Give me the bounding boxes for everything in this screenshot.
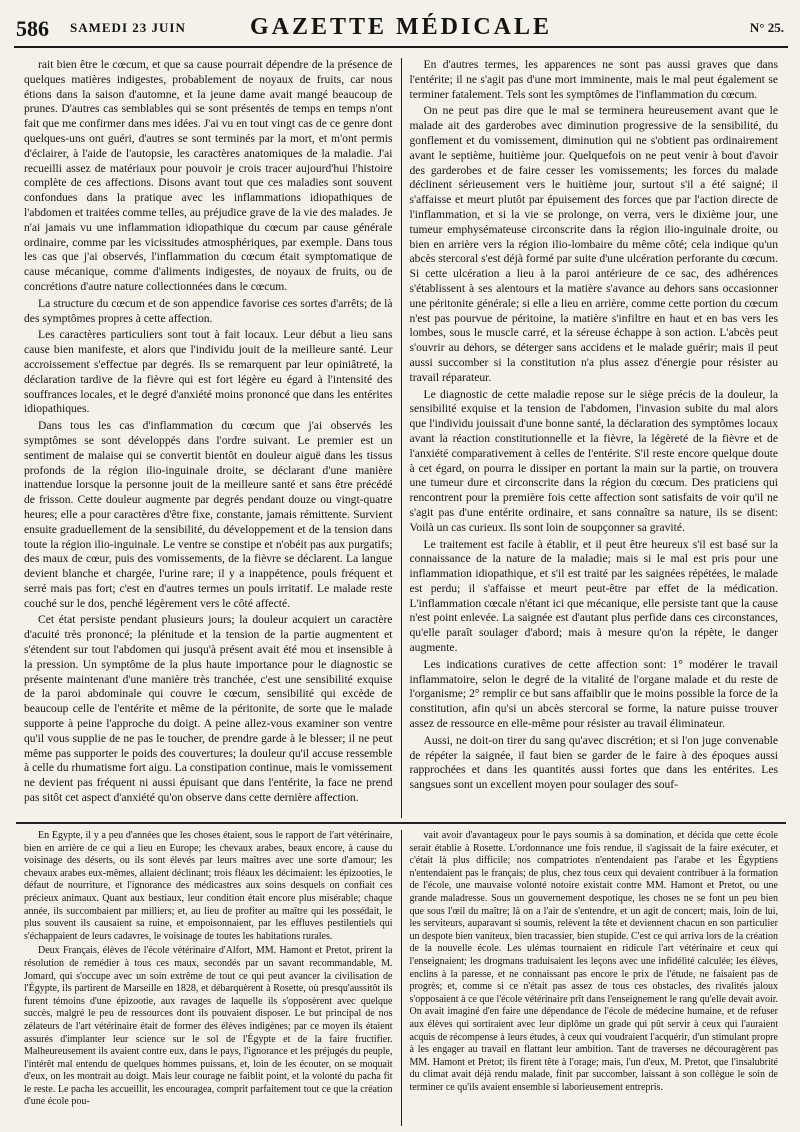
- article-upper: [16, 58, 786, 818]
- article-lower: [16, 830, 786, 1126]
- upper-left-column: [16, 58, 401, 818]
- lower-right-column: [402, 830, 787, 1126]
- lower-left-column: [16, 830, 401, 1126]
- paragraph: En d'autres termes, les apparences ne sont pas aussi graves que dans l'entérite; il ne s'agit pas d'une mort imminente, mais le mal peut également se terminer fatalement. Tels sont les symptômes de l'inflammation du cœcum.: [409, 58, 778, 101]
- paragraph: Le traitement est facile à établir, et il peut être heureux s'il est basé sur la connaissance de la nature de la maladie; mais si le mal est pris pour une inflammation idiopathique, et s'il est traité par les saignées répétées, le malade est perdu; il s'affaisse et meurt peut-être par effet de la médication. L'inflammation cœcale n'étant ici que mécanique, elle persiste tant que la cause n'est point enlevée. La saignée est d'autant plus perfide dans ces circonstances, qu'elle paraît soulager d'abord; mais à mesure qu'on la répète, le danger augmente.: [409, 537, 778, 655]
- paragraph: vait avoir d'avantageux pour le pays soumis à sa domination, et décida que cette école serait établie à Rosette. L'ordonnance une fois rendue, il s'agissait de la faire exécuter, et c'était là plus difficile; nos compatriotes n'entendaient pas l'arabe et les Égyptiens n'entendaient pas le français; de plus, chez tous ceux qui devaient contribuer à la formation de l'école, une mauvaise volonté notoire existait contre MM. Hamont et Pretot, ou une grande maladresse. Sous un gouvernement despotique, les choses ne se font un peu bien que sous l'œil du maître; là on a l'air de s'entendre, et un agit de concert; mais, loin de lui, les serviteurs, auparavant si soumis, relèvent la tête et deviennent chacun en son particulier un despote bien vaniteux, bien tracassier, bien stupide. C'est ce qui arriva lors de la création de la nouvelle école. Les ulémas tournaient en ridicule l'art vétérinaire et ceux qui l'enseignaient; les drogmans traduisaient les leçons avec une infidélité calculée; les élèves, enclins à la paresse, et ne connaissant pas encore le prix de l'étude, ne faisaient pas de progrès; et, comme si ce n'était pas assez de tous ces obstacles, des rivalités jaloux s'opposaient à ce que l'école vétérinaire prît dans l'enseignement le rang qu'elle devait avoir. On avait imaginé d'en faire une dépendance de l'école de médecine humaine, et de refuser aux élèves qui sortiraient avec leur diplôme un grade qui pût servir à ceux qui l'auraient acquis de récompense à leurs études, à ceux qui voudraient l'acquérir, d'un stimulant propre à les engager au travail en flattant leur ambition. Tant de traverses ne découragèrent pas MM. Hamont et Pretot; ils firent tête à l'orage; mais, l'un d'eux, M. Pretot, que l'insalubrité du climat avait déjà rendu malade, finit par succomber, laissant à son collègue le soin de terminer ce qu'ils avaient ensemble si laborieusement entrepris.: [409, 830, 778, 1093]
- paragraph: Les indications curatives de cette affection sont: 1° modérer le travail inflammatoire, selon le degré de la vitalité de l'organe malade et du reste de l'organisme; 2° remplir ce but sans affaiblir que le moins possible la force de la constitution, afin qu'si un abcès stercoral se forme, la nature puisse trouver assez de ressource en elle-même pour résister au travail éliminateur.: [409, 657, 778, 731]
- page-title: GAZETTE MÉDICALE: [249, 14, 553, 40]
- paragraph: Cet état persiste pendant plusieurs jours; la douleur acquiert un caractère d'acuité très prononcé; la plénitude et la tension de la partie augmentent et s'étendent sur tout l'abdomen qui jusqu'à présent avait été mou et insensible à la pression. Un symptôme de la plus haute importance pour le diagnostic se présente maintenant d'une manière très tranchée, c'est une sensibilité exquise de la paroi abdominale qui couvre le cœcum, sensibilité qui excède de beaucoup celle de l'entérite et même de la péritonite, de sorte que le malade supporte à peine l'approche du doigt. A peine allez-vous examiner son ventre qu'il vous supplie de ne pas le toucher, de prendre garde à le blesser; il ne peut même pas supporter le poids des couvertures; la douleur qu'il accuse ressemble à celle du rhumatisme fort aigu. La constipation continue, mais le vomissement ne devient pas fréquent ni aussi épuisant que dans l'entérite, la face ne prend pas sitôt cet aspect d'anxiété qu'on observe dans cette dernière affection.: [24, 613, 393, 805]
- issue-number: N° 25.: [749, 20, 784, 35]
- page-header: [14, 14, 788, 48]
- paragraph: Aussi, ne doit-on tirer du sang qu'avec discrétion; et si l'on juge convenable de répéter la saignée, il faut bien se garder de le faire à des époques aussi rapprochées et dans les quantités aussi fortes que dans les entérites. Les sangsues sont un excellent moyen pour soulager des souf-: [409, 733, 778, 792]
- page-number: 586: [16, 16, 49, 41]
- upper-right-column: [402, 58, 787, 818]
- section-rule: [16, 822, 786, 824]
- issue-date: SAMEDI 23 JUIN: [70, 20, 186, 35]
- paragraph: Les caractères particuliers sont tout à fait locaux. Leur début a lieu sans cause bien manifeste, et alors que l'individu jouit de la meilleure santé. Leur accroissement s'effectue par degrés. Ils se remarquent par leur opiniâtreté, la déclaration tardive de la fièvre qui est fort légère eu égard à l'intensité des souffrances locales, et le degré d'anxiété moins prononcé que dans les entérites idiopathiques.: [24, 328, 393, 416]
- paragraph: En Égypte, il y a peu d'années que les choses étaient, sous le rapport de l'art vétérinaire, bien en arrière de ce qui a lieu en Europe; les chevaux arabes, beaux encore, à cause du voisinage des déserts, ou ils sont élevés par leurs maîtres avec une sorte d'amour; les chevaux arabes eux-mêmes, allaient déclinant; trois fléaux les décimaient: les épizooties, le défaut de nourriture, et l'ignorance des médicastres aux soins desquels on confiait ces précieux animaux. Quant aux bestiaux, leur condition était encore plus misérable; chaque année, ils succombaient par milliers; et, au lieu de profiter au maître qui les possédait, le plus souvent ils causaient sa ruine, et empoisonnaient, par les effluves pestilentiels qui s'échappaient de leurs cadavres, le voisinage de toutes les habitations rurales.: [24, 830, 393, 942]
- paragraph: Dans tous les cas d'inflammation du cœcum que j'ai observés les symptômes se sont développés dans l'ordre suivant. Le premier est un sentiment de malaise qui se convertit bientôt en douleur aiguë dans les tissus profonds de la région ilio-inguinale droite, se déclarant d'une manière inattendue lorsque la personne jouit de la meilleure santé et sans être précédé de frisson. Cette douleur augmente par degrés pendant douze ou vingt-quatre heures; elle a pour caractères d'être fixe, constante, jamais rémittente. Survient ensuite graduellement de la sensibilité, du développement et de la tension dans toute la région ilio-inguinale. Le ventre se constipe et n'obéit pas aux purgatifs; des maux de cœur, puis des vomissements, de la fièvre se déclarent. La langue devient blanche et chargée, l'urine rare; il y a inappétence, pouls fréquent et serré mais pas fort; c'est en d'autres termes un pouls irritatif. Le malade reste couché sur le dos, penché légèrement vers le côté affecté.: [24, 419, 393, 610]
- paragraph: On ne peut pas dire que le mal se terminera heureusement avant que le malade ait des garderobes avec diminution progressive de la sensibilité, du gonflement et du vomissement, diminution qui ne s'obtient pas ordinairement avant le septième, huitième jour. Quelquefois on ne peut venir à bout d'avoir des garderobes et de faire cesser les vomissements; les forces du malade déclinent sérieusement vers le huitième jour, surtout s'il a été saigné; il s'affaisse et meurt plutôt par épuisement des forces que par l'action directe de l'inflammation, et si la vie se prolonge, on verra, vers le dixième jour, une tumeur emphysémateuse circonscrite dans la région ilio-inguinale droite, ou bien en arrière vers la région ilio-lombaire du même côté; cela indique qu'un abcès stercoral s'est déjà formé par suite d'une ulcération perforante du cœcum. Si cette ulcération a lieu à la paroi antérieure de ce sac, des adhérences s'établissent à ses alentours et la matière s'avance au dehors sans occasionner une péritonite générale; si elle a lieu en arrière, comme cette portion du cœcum n'est pas pourvue de péritoine, la matière s'infiltre en haut et en bas vers les lombes, sous le muscle carré, et la séreuse échappe à son action. L'abcès peut s'ouvrir au dehors, se déterger sans accidens et le malade guérir; mais il peut aussi succomber si la constitution n'a plus assez d'énergie pour résister au travail réparateur.: [409, 104, 778, 384]
- paragraph: rait bien être le cœcum, et que sa cause pourrait dépendre de la présence de quelques matières indigestes, probablement de noyaux de fruits, car nous étions dans la saison d'automne, et la jeune dame avait mangé beaucoup de prunes. D'autres cas semblables qui se sont présentés de temps en temps n'ont fait que me confirmer dans mes idées. J'ai vu en tout vingt cas de ce genre dont quelques-uns ont guéri, d'autres se sont terminés par la mort, et m'ont permis d'éclairer, à l'aide de l'autopsie, les caractères anatomiques de la maladie. J'ai recueilli assez de matériaux pour pouvoir je crois tracer aujourd'hui l'histoire complète de ces affections. Disons avant tout que ces maladies sont souvent confondues dans la pratique avec les inflammations idiopathiques de l'abdomen et traitées comme telles, au préjudice grave de la vie des malades. Je n'ai jamais vu une inflammation idiopathique du cœcum par cause générale ordinaire, comme par les vicissitudes atmosphériques, par exemple. Dans tous les cas que j'ai observés, l'inflammation du cœcum était symptomatique de cause mécanique, comme d'aliments indigestes, de noyaux de fruits, ou de concrétions d'autre nature collectionnées dans le cœcum.: [24, 58, 393, 293]
- paragraph: Le diagnostic de cette maladie repose sur le siège précis de la douleur, la sensibilité exquise et la tension de l'abdomen, l'invasion subite du mal alors que l'individu jouissait d'une bonne santé, la déclaration des symptômes locaux avant la réaction constitutionnelle et la fièvre, la légèreté de la fièvre et de l'anxiété comparativement à celles de l'entérite. S'il reste encore quelque doute à cet égard, on pourra le dissiper en portant la main sur la partie, on trouvera une tumeur dure et circonscrite dans la région du cœcum. Des praticiens qui rencontrent pour la première fois cette affection sont satisfaits de voir qu'il ne s'agit pas d'une entérite ordinaire, et sans connaître sa nature, ils se disent: Voilà un cas curieux. Ils sont loin de soupçonner sa gravité.: [409, 387, 778, 534]
- paragraph: La structure du cœcum et de son appendice favorise ces sortes d'arrêts; de là des symptômes propres à cette affection.: [24, 296, 393, 325]
- paragraph: Deux Français, élèves de l'école vétérinaire d'Alfort, MM. Hamont et Pretot, prirent la résolution de remédier à tous ces maux, secondés par un savant recommandable, M. Jomard, qui s'occupe avec un soin extrême de tout ce qui peut avancer la civilisation de l'Égypte, ils partirent de Marseille en 1828, et débarquèrent à Rosette, où presqu'aussitôt ils furent témoins d'une épizootie, aux ravages de laquelle ils s'opposèrent avec quelque succès, malgré le peu de ressources dont ils pouvaient disposer. Le but principal de nos zélateurs de l'art vétérinaire était de former des élèves indigènes; par ce moyen ils étaient assurés d'implanter leur science sur le sol de l'Égypte et de la faire fructifier. Malheureusement ils avaient contre eux, dans le pays, l'ignorance et les préjugés du peuple, l'intérêt mal entendu de quelques hommes puissans, et, loin de les écouter, on se moquait d'eux, on les montrait au doigt. Mais leur courage ne faiblit point, et la volonté du pacha fit le reste. Le pacha les accueillit, les encouragea, comprit parfaitement tout ce que la création d'une école pou-: [24, 945, 393, 1108]
